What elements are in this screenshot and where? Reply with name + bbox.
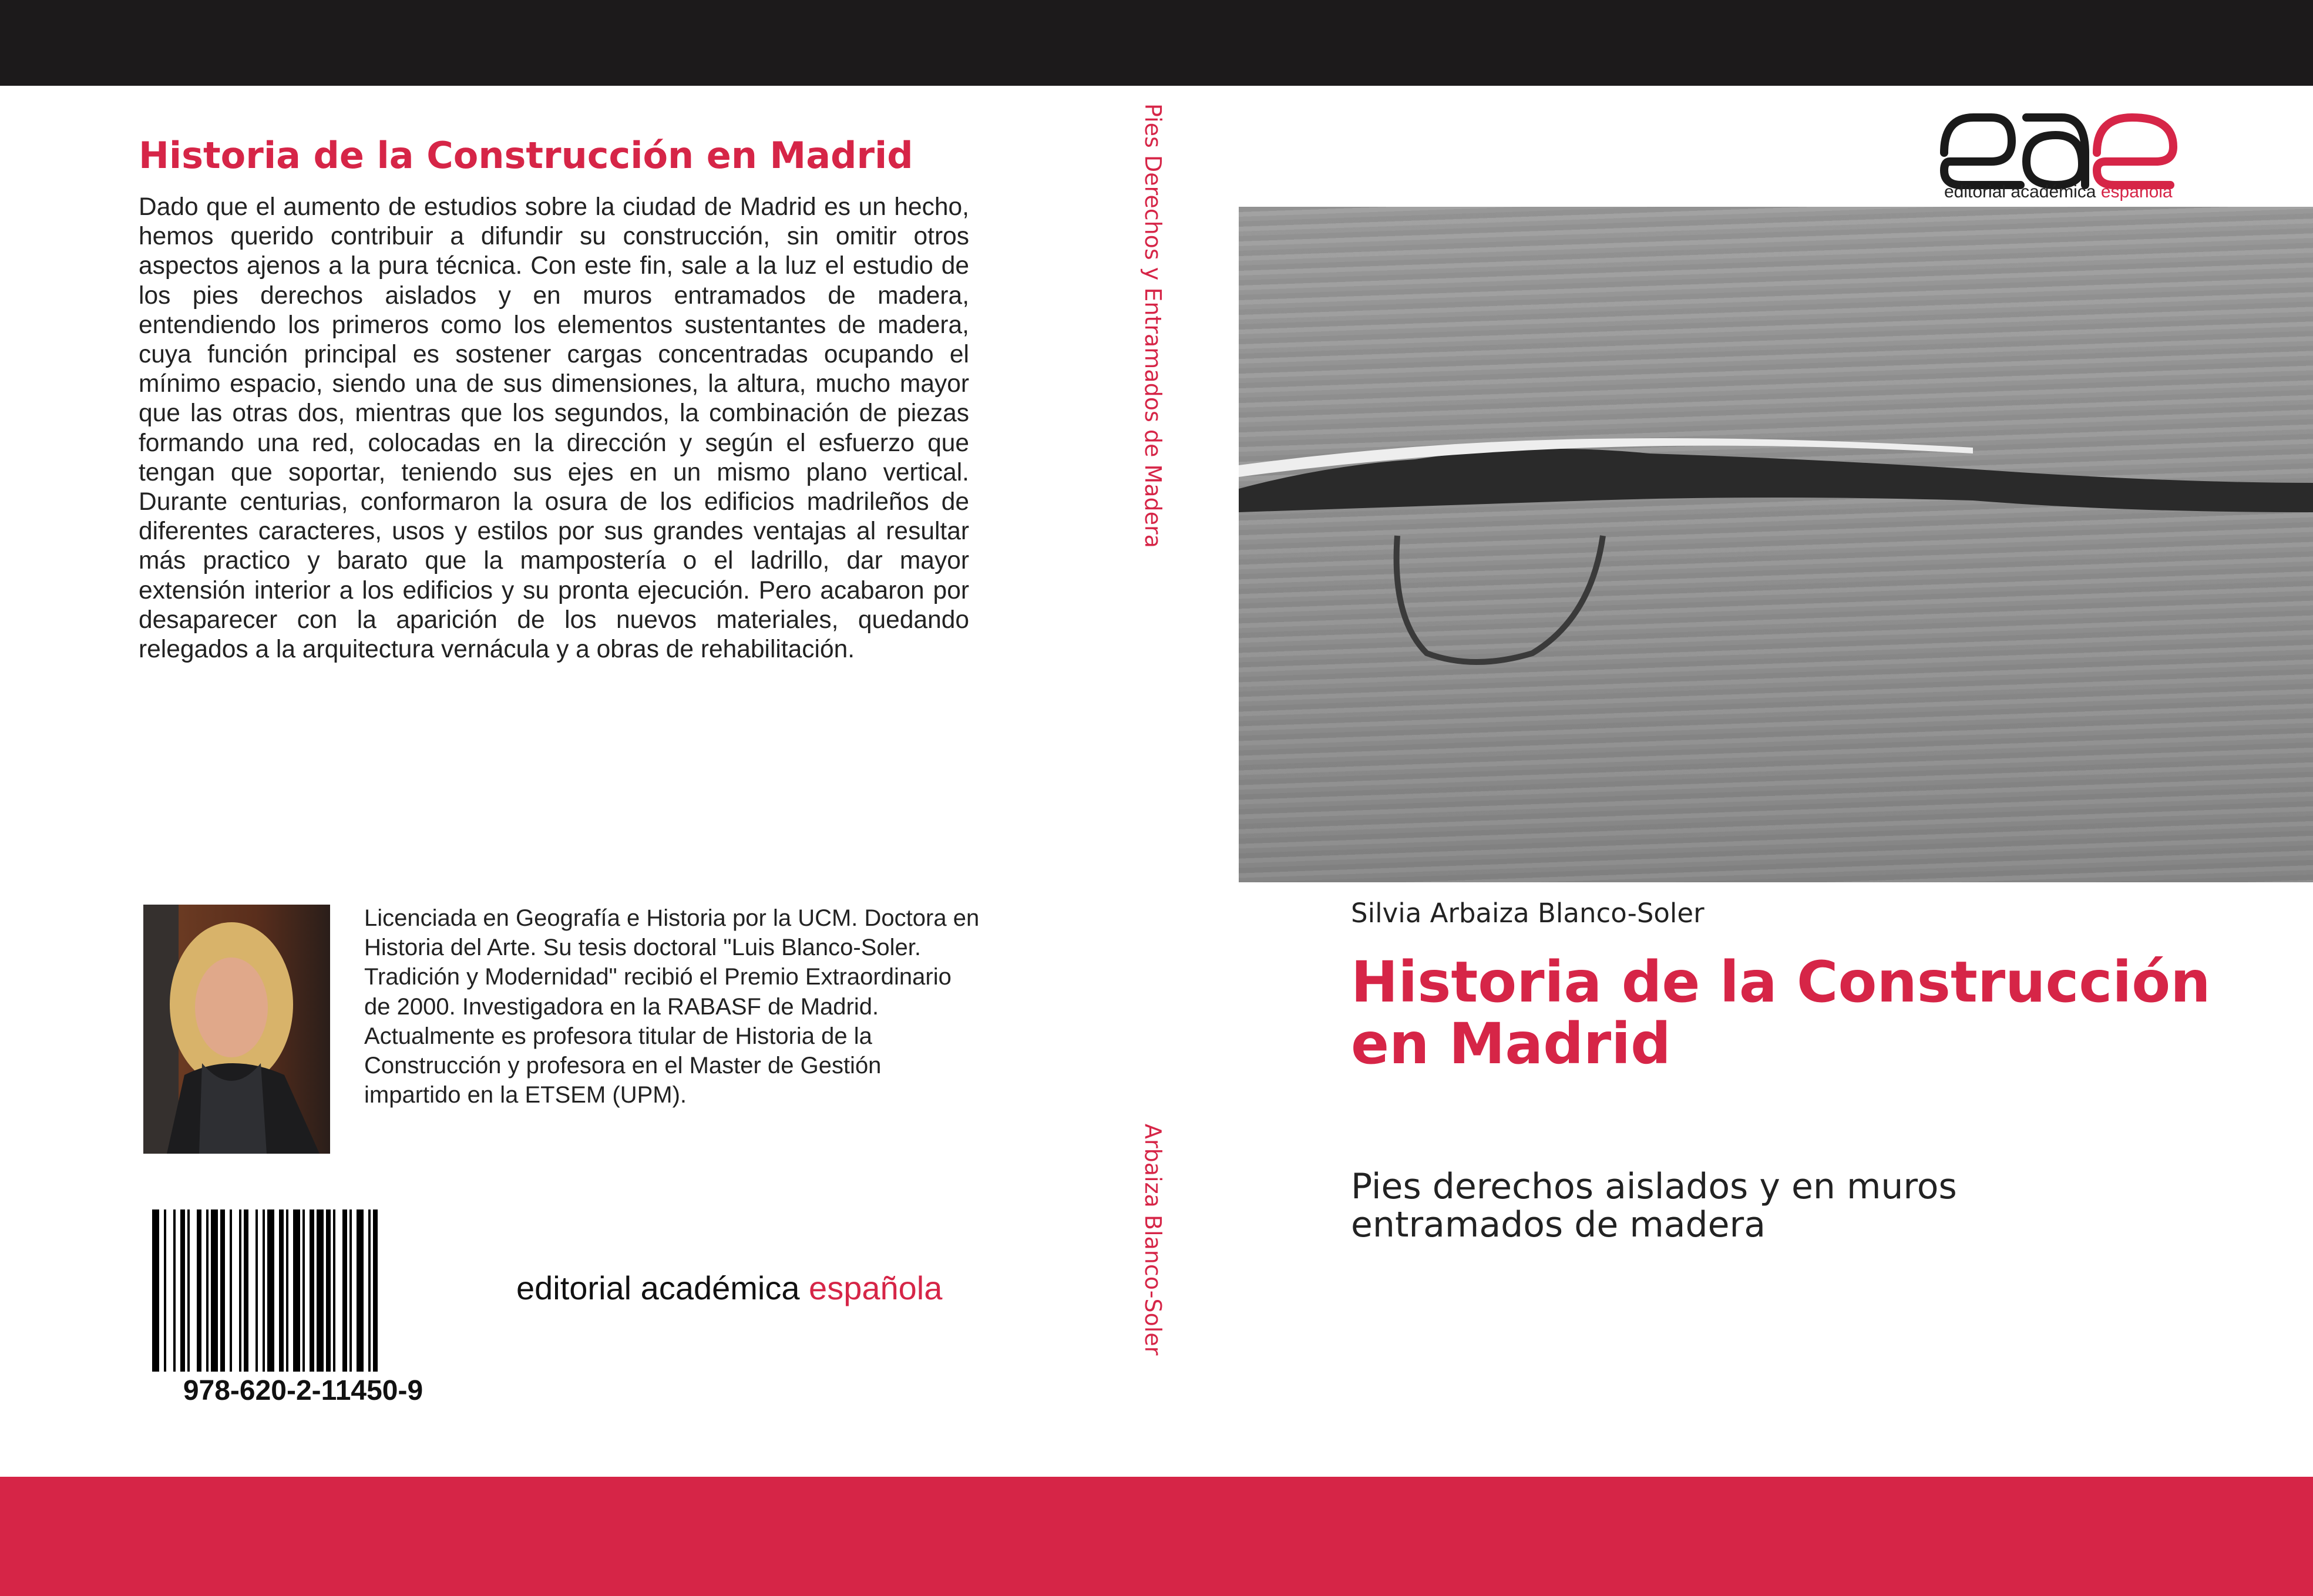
back-cover-description: Dado que el aumento de estudios sobre la ciudad de Madrid es un hecho, hemos querido contribuir a difundir su construcción, sin omitir otros aspectos ajenos a la pura técnica. Con este fin, sale a la luz el estudio de los pies derechos aislados y en muros entramados de madera, entendiendo los primeros como los elementos sustentantes de madera, cuya función principal es sostener cargas concentradas ocupando el mínimo espacio, siendo una de sus dimensiones, la altura, mucho mayor que las otras dos, mientras que los segundos, la combinación de piezas formando una red, colocadas en la dirección y según el esfuerzo que tengan que soportar, teniendo sus ejes en un mismo plano vertical. Durante centurias, conformaron la osura de los edificios madrileños de diferentes caracteres, usos y estilos por sus grandes ventajas al resultar más practico y barato que la mampostería o el ladrillo, dar mayor extensión interior a los edificios y su pronta ejecución. Pero acabaron por desaparecer con la aparición de los nuevos materiales, quedando relegados a la arquitectura vernácula y a obras de rehabilitación. — [139, 193, 969, 664]
barcode-bar — [274, 1209, 279, 1372]
barcode-bar — [326, 1209, 331, 1372]
cover-author: Silvia Arbaiza Blanco-Soler — [1351, 898, 1705, 929]
barcode-bar — [159, 1209, 164, 1372]
cover-title: Historia de la Construcción en Madrid — [1351, 949, 2211, 1077]
barcode-bar — [176, 1209, 180, 1372]
barcode-bar — [305, 1209, 310, 1372]
barcode-bar — [166, 1209, 173, 1372]
barcode-bar — [357, 1209, 364, 1372]
barcode-bar — [317, 1209, 324, 1372]
author-bio: Licenciada en Geografía e Historia por la UCM. Doctora en Historia del Arte. Su tesis doctoral "Luis Blanco-Soler. Tradición y Modernidad" recibió el Premio Extraordinario de 2000. Investigadora en la RABASF de Madrid. Actualmente es profesora titular de Historia de la Construcción y profesora en el Master de Gestión impartido en la ETSEM (UPM). — [364, 905, 980, 1108]
barcode-bar — [378, 1209, 380, 1372]
barcode-bar — [279, 1209, 284, 1372]
barcode-bar — [248, 1209, 255, 1372]
barcode-bar — [190, 1209, 197, 1372]
barcode-bar — [342, 1209, 347, 1372]
barcode-bar — [225, 1209, 230, 1372]
barcode-bar — [152, 1209, 159, 1372]
barcode-bar — [211, 1209, 218, 1372]
barcode-bar — [352, 1209, 357, 1372]
barcode-bar — [220, 1209, 225, 1372]
barcode-bar — [201, 1209, 206, 1372]
barcode-bar — [267, 1209, 274, 1372]
barcode-bar — [180, 1209, 185, 1372]
barcode-bar — [373, 1209, 378, 1372]
cover-subtitle: Pies derechos aislados y en muros entramados de madera — [1351, 1166, 1957, 1245]
barcode-bar — [244, 1209, 248, 1372]
barcode-bar — [310, 1209, 314, 1372]
spine-title: Pies Derechos y Entramados de Madera — [1140, 103, 1166, 548]
author-photo — [143, 905, 330, 1154]
logo-text — [1944, 182, 2173, 202]
barcode-bar — [197, 1209, 201, 1372]
barcode-bar — [258, 1209, 263, 1372]
isbn-number: 978-620-2-11450-9 — [183, 1375, 423, 1406]
logo-text-part1: editorial académica — [1944, 182, 2096, 201]
spine-author: Arbaiza Blanco-Soler — [1140, 1124, 1166, 1356]
barcode — [152, 1209, 454, 1372]
barcode-bar — [364, 1209, 368, 1372]
bottom-bar — [0, 1477, 2313, 1596]
barcode-bar — [293, 1209, 300, 1372]
publisher-part1: editorial académica — [516, 1269, 800, 1306]
logo-text-part2: española — [2100, 182, 2173, 201]
cover-image-wood-texture — [1239, 207, 2313, 882]
barcode-bar — [335, 1209, 342, 1372]
publisher-part2: española — [809, 1269, 943, 1306]
publisher-name-back — [516, 1269, 942, 1307]
back-cover-title: Historia de la Construcción en Madrid — [139, 134, 913, 177]
barcode-bar — [288, 1209, 293, 1372]
barcode-bar — [232, 1209, 239, 1372]
top-bar — [0, 0, 2313, 86]
